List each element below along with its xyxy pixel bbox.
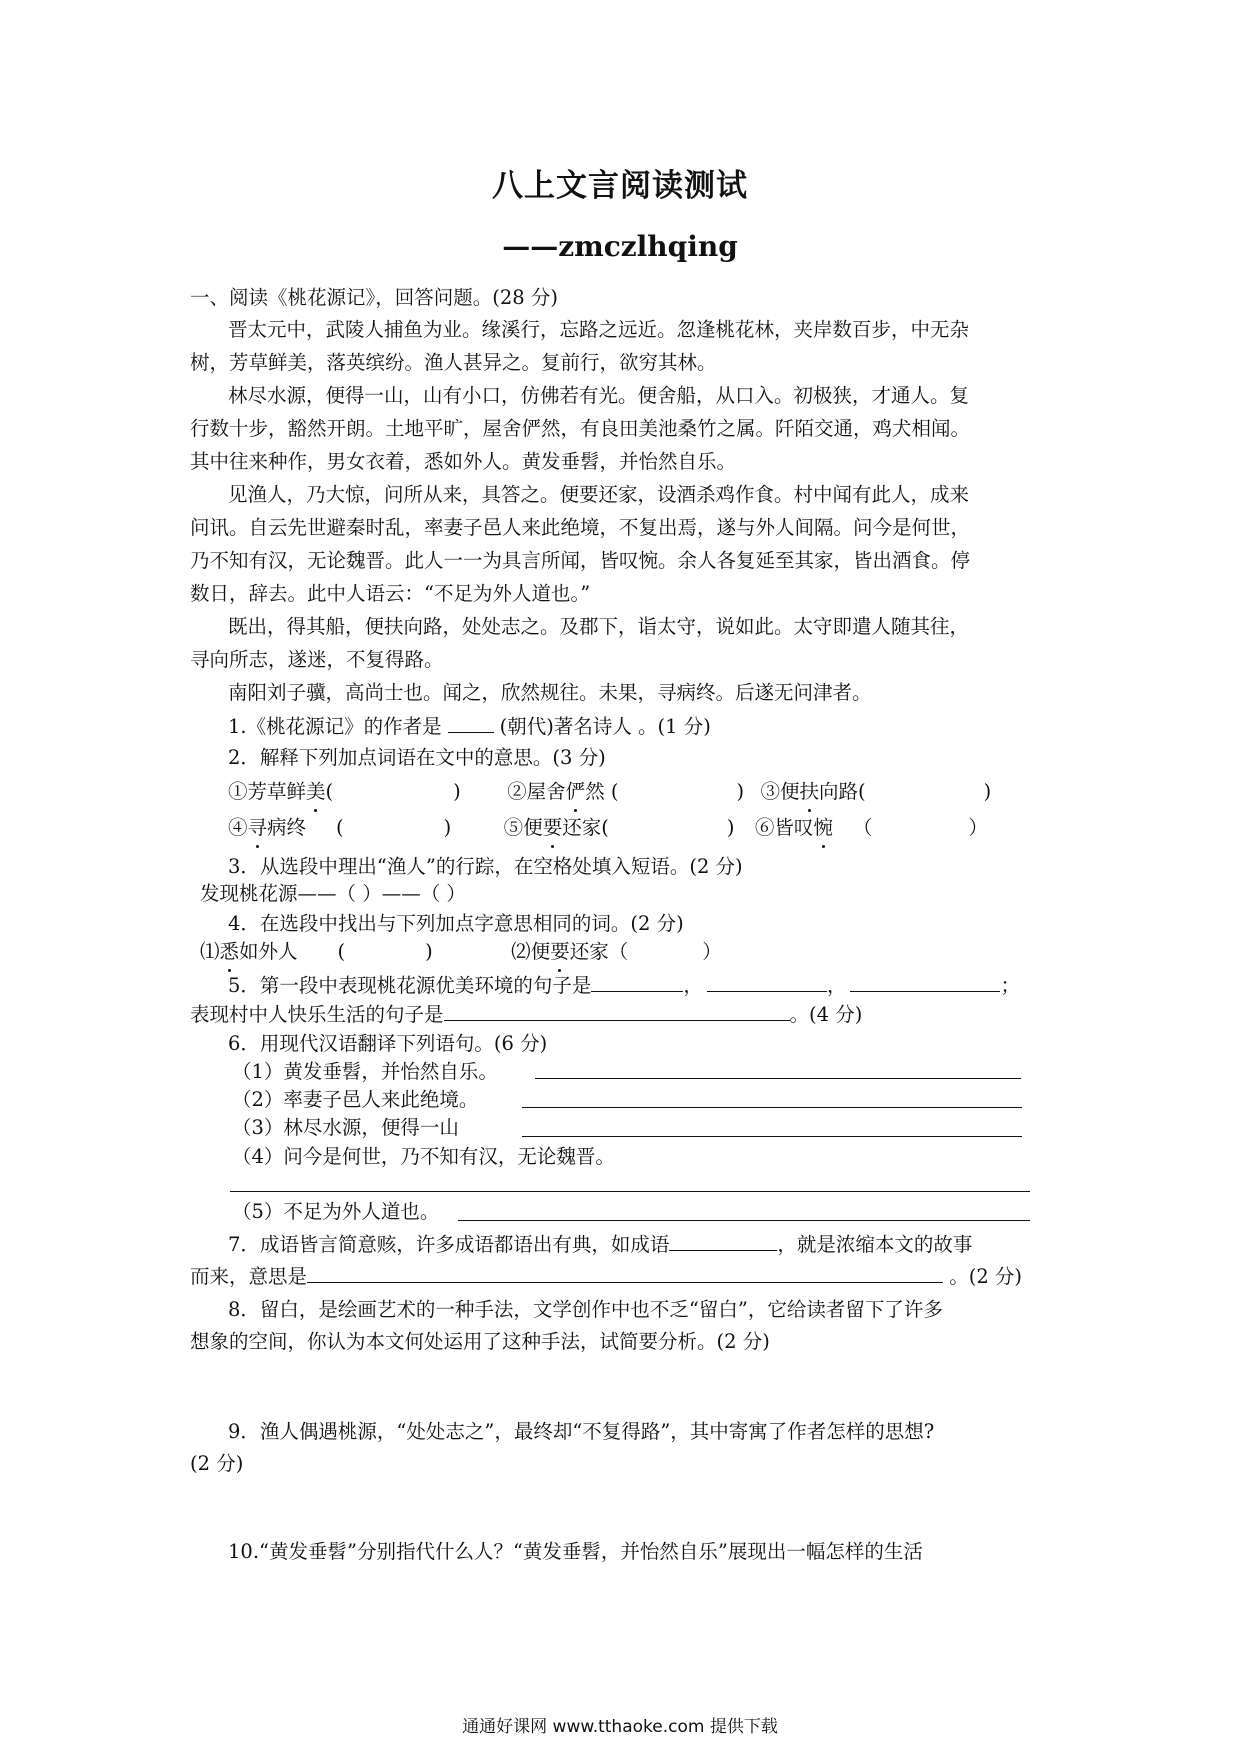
question-2-row-1: ①芳草鲜美( ) ②屋舍俨然 ( ) ③便扶向路( ) (228, 780, 992, 803)
passage-line: 晋太元中，武陵人捕鱼为业。缘溪行，忘路之远近。忽逢桃花林，夹岸数百步，中无杂 (228, 318, 970, 341)
answer-line[interactable] (458, 1220, 1030, 1221)
question-3: 3．从选段中理出“渔人”的行踪，在空格处填入短语。(2 分) (228, 855, 743, 878)
passage-line: 行数十步，豁然开朗。土地平旷，屋舍俨然，有良田美池桑竹之属。阡陌交通，鸡犬相闻。 (190, 417, 971, 440)
passage-line: 乃不知有汉，无论魏晋。此人一一为具言所闻，皆叹惋。余人各复延至其家，皆出酒食。停 (190, 549, 971, 572)
question-6: 6．用现代汉语翻译下列语句。(6 分) (228, 1032, 548, 1055)
question-8: 8．留白，是绘画艺术的一种手法，文学创作中也不乏“留白”，它给读者留下了许多 (228, 1298, 943, 1321)
passage-line: 南阳刘子骥，高尚士也。闻之，欣然规往。未果，寻病终。后遂无问津者。 (228, 681, 872, 704)
question-5: 5．第一段中表现桃花源优美环境的句子是 ， ， ； (228, 971, 1020, 1000)
answer-blank[interactable] (850, 971, 1000, 992)
passage-line: 问讯。自云先世避秦时乱，率妻子邑人来此绝境，不复出焉，遂与外人间隔。问今是何世， (190, 516, 971, 539)
answer-line[interactable] (522, 1136, 1022, 1137)
question-5-line-2: 表现村中人快乐生活的句子是 。(4 分) (190, 1000, 862, 1029)
passage-line: 见渔人，乃大惊，问所从来，具答之。便要还家，设酒杀鸡作食。村中闻有此人，成来 (228, 483, 970, 506)
answer-line[interactable] (522, 1107, 1022, 1108)
question-9: 9．渔人偶遇桃源，“处处志之”，最终却“不复得路”，其中寄寓了作者怎样的思想? (228, 1420, 935, 1443)
passage-line: 树，芳草鲜美，落英缤纷。渔人甚异之。复前行，欲穷其林。 (190, 351, 717, 374)
answer-blank[interactable] (444, 1000, 790, 1021)
answer-blank[interactable] (591, 971, 683, 992)
translation-item-5: （5）不足为外人道也。 (232, 1200, 440, 1223)
question-7: 7．成语皆言简意赅，许多成语都语出有典，如成语 ，就是浓缩本文的故事 (228, 1230, 972, 1259)
question-8-line-2: 想象的空间，你认为本文何处运用了这种手法，试简要分析。(2 分) (190, 1330, 770, 1353)
translation-item-1: （1）黄发垂髫，并怡然自乐。 (232, 1060, 498, 1083)
question-4: 4．在选段中找出与下列加点字意思相同的词。(2 分) (228, 912, 684, 935)
question-3-answer-line[interactable]: 发现桃花源——（ ）——（ ） (200, 882, 466, 905)
passage-line: 既出，得其船，便扶向路，处处志之。及郡下，诣太守，说如此。太守即遣人随其往， (228, 615, 970, 638)
author-line: ——zmczlhqing (502, 230, 738, 263)
passage-line: 林尽水源，便得一山，山有小口，仿佛若有光。便舍船，从口入。初极狭，才通人。复 (228, 384, 970, 407)
question-10: 10.“黄发垂髫”分别指代什么人？“黄发垂髫，并怡然自乐”展现出一幅怎样的生活 (228, 1540, 923, 1563)
section-heading: 一、阅读《桃花源记》，回答问题。(28 分) (190, 286, 558, 309)
question-1: 1.《桃花源记》的作者是 (朝代)著名诗人 。(1 分) (228, 712, 711, 741)
question-7-line-2: 而来，意思是 。(2 分) (190, 1262, 1022, 1291)
passage-line: 寻向所志，遂迷，不复得路。 (190, 648, 444, 671)
translation-item-4: （4）问今是何世，乃不知有汉，无论魏晋。 (232, 1145, 615, 1168)
translation-item-3: （3）林尽水源，便得一山 (232, 1116, 459, 1139)
answer-line[interactable] (230, 1191, 1030, 1192)
translation-item-2: （2）率妻子邑人来此绝境。 (232, 1088, 479, 1111)
answer-blank[interactable] (307, 1262, 943, 1283)
question-2: 2．解释下列加点词语在文中的意思。(3 分) (228, 746, 606, 769)
answer-line[interactable] (535, 1078, 1021, 1079)
page-title: 八上文言阅读测试 (492, 168, 748, 204)
answer-blank[interactable] (707, 971, 827, 992)
passage-line: 数日，辞去。此中人语云：“不足为外人道也。” (190, 582, 591, 605)
answer-blank[interactable] (448, 712, 494, 733)
question-2-row-2: ④寻病终 ( ) ⑤便要还家( ) ⑥皆叹惋 （ ） (228, 816, 988, 839)
question-9-line-2: (2 分) (190, 1452, 244, 1475)
answer-blank[interactable] (669, 1230, 777, 1251)
footer-credit: 通通好课网 www.tthaoke.com 提供下载 (462, 1717, 778, 1737)
question-4-items: ⑴悉如外人 ( ) ⑵便要还家（ ） (200, 940, 722, 963)
passage-line: 其中往来种作，男女衣着，悉如外人。黄发垂髫，并怡然自乐。 (190, 450, 737, 473)
